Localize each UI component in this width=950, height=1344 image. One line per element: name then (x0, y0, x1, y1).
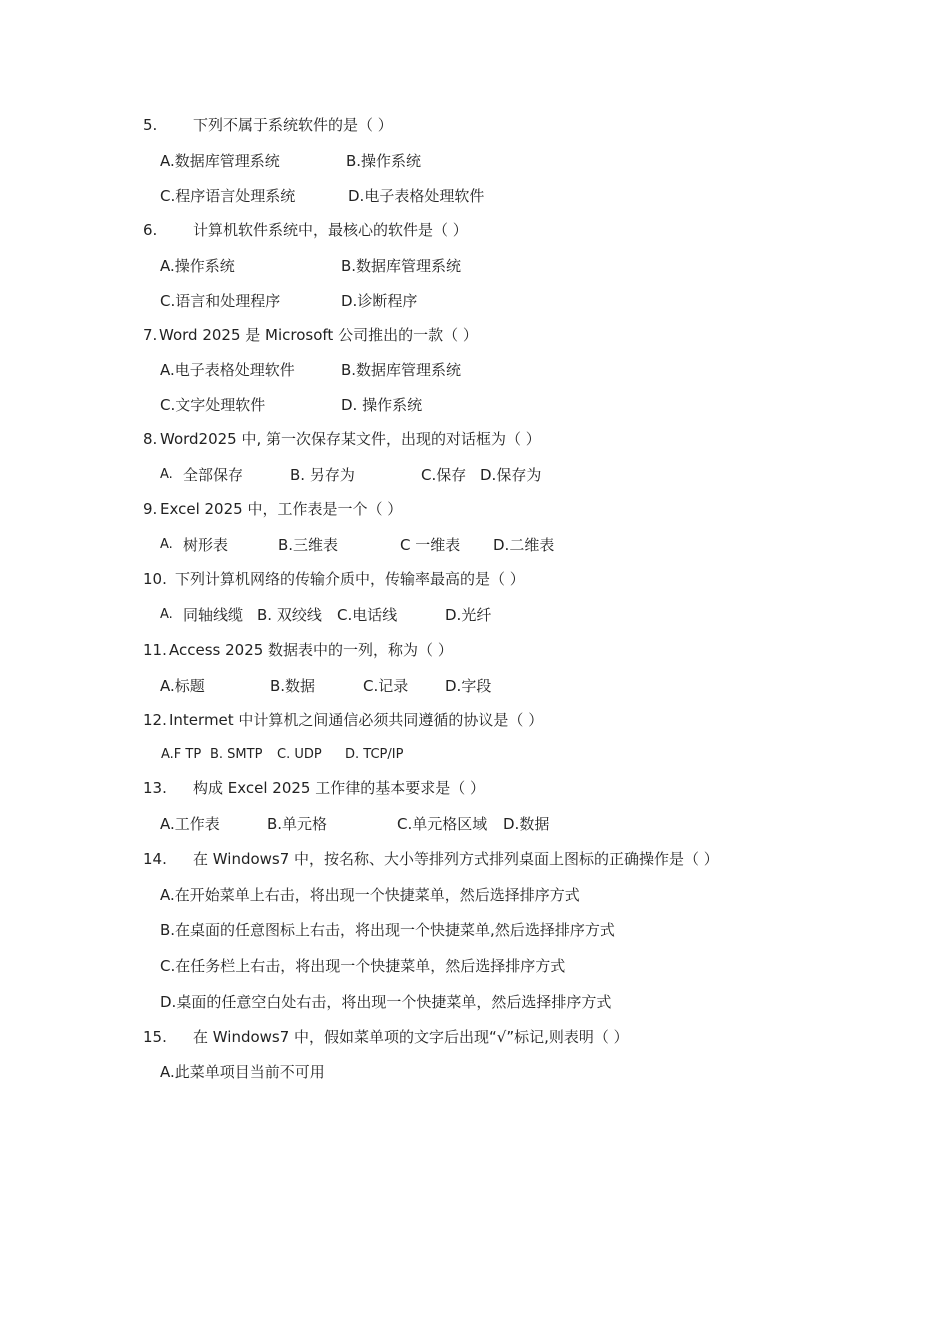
option-b: B.数据库管理系统 (341, 257, 462, 275)
question-6-number: 6. (143, 221, 158, 239)
option-a: A.此菜单项目当前不可用 (160, 1063, 325, 1081)
question-7-text: Word 2025 是 Microsoft 公司推出的一款（ ） (159, 326, 478, 344)
option-d: D.数据 (503, 815, 550, 833)
option-a: A. (160, 537, 173, 552)
option-c: C.在任务栏上右击，将出现一个快捷菜单，然后选择排序方式 (160, 957, 566, 975)
question-8-text: Word2025 中, 第一次保存某文件，出现的对话框为（ ） (160, 430, 541, 448)
question-15-text: 在 Windows7 中，假如菜单项的文字后出现“√”标记,则表明（ ） (193, 1028, 629, 1046)
question-6-text: 计算机软件系统中，最核心的软件是（ ） (193, 221, 468, 239)
option-c: C.程序语言处理系统 (160, 187, 296, 205)
question-14-number: 14. (143, 850, 167, 868)
option-a: A.标题 (160, 677, 205, 695)
question-8-number: 8. (143, 430, 158, 448)
question-10-text: 下列计算机网络的传输介质中，传输率最高的是（ ） (175, 570, 525, 588)
option-b: B. SMTP (210, 747, 263, 762)
question-14-text: 在 Windows7 中，按名称、大小等排列方式排列桌面上图标的正确操作是（ ） (193, 850, 719, 868)
option-d: D.光纤 (445, 606, 492, 624)
question-9-text: Excel 2025 中，工作表是一个（ ） (160, 500, 403, 518)
option-a: A.操作系统 (160, 257, 235, 275)
question-11-text: Access 2025 数据表中的一列，称为（ ） (169, 641, 453, 659)
question-10-number: 10. (143, 570, 167, 588)
option-d: D.电子表格处理软件 (348, 187, 485, 205)
question-9-number: 9. (143, 500, 158, 518)
question-11-number: 11. (143, 641, 167, 659)
question-13-text: 构成 Excel 2025 工作律的基本要求是（ ） (193, 779, 485, 797)
option-a-text: 全部保存 (183, 466, 244, 484)
question-13-number: 13. (143, 779, 167, 797)
question-12-number: 12. (143, 711, 167, 729)
option-d: D.保存为 (480, 466, 542, 484)
option-a: A. (160, 607, 173, 622)
option-b: B.三维表 (278, 536, 339, 554)
option-c: C. UDP (277, 747, 322, 762)
option-c: C.语言和处理程序 (160, 292, 281, 310)
option-b: B.在桌面的任意图标上右击，将出现一个快捷菜单,然后选择排序方式 (160, 921, 615, 939)
option-c: C.记录 (363, 677, 409, 695)
question-15-number: 15. (143, 1028, 167, 1046)
question-12-text: Intermet 中计算机之间通信必须共同遵循的协议是（ ） (169, 711, 544, 729)
option-d: D.字段 (445, 677, 492, 695)
option-a: A.F TP (161, 747, 202, 762)
option-d: D.桌面的任意空白处右击，将出现一个快捷菜单，然后选择排序方式 (160, 993, 612, 1011)
option-d: D. TCP/IP (345, 747, 404, 762)
option-c: C.文字处理软件 (160, 396, 266, 414)
option-c: C 一维表 (400, 536, 461, 554)
option-d: D.二维表 (493, 536, 555, 554)
option-c: C.单元格区域 (397, 815, 488, 833)
option-b: B.数据 (270, 677, 316, 695)
option-a: A. (160, 467, 173, 482)
option-b: B.单元格 (267, 815, 328, 833)
option-a: A.在开始菜单上右击，将出现一个快捷菜单，然后选择排序方式 (160, 886, 580, 904)
option-a-text: 树形表 (183, 536, 229, 554)
option-b: B.操作系统 (346, 152, 422, 170)
option-b: B. 另存为 (290, 466, 355, 484)
question-7-number: 7. (143, 326, 158, 344)
question-5-number: 5. (143, 116, 158, 134)
option-c: C.电话线 (337, 606, 398, 624)
option-b: B. 双绞线 (257, 606, 322, 624)
option-a: A.电子表格处理软件 (160, 361, 295, 379)
option-b: B.数据库管理系统 (341, 361, 462, 379)
option-c: C.保存 (421, 466, 467, 484)
option-d: D.诊断程序 (341, 292, 418, 310)
option-a-text: 同轴线缆 (183, 606, 244, 624)
option-a: A.工作表 (160, 815, 220, 833)
option-a: A.数据库管理系统 (160, 152, 280, 170)
question-5-text: 下列不属于系统软件的是（ ） (193, 116, 393, 134)
option-d: D. 操作系统 (341, 396, 423, 414)
